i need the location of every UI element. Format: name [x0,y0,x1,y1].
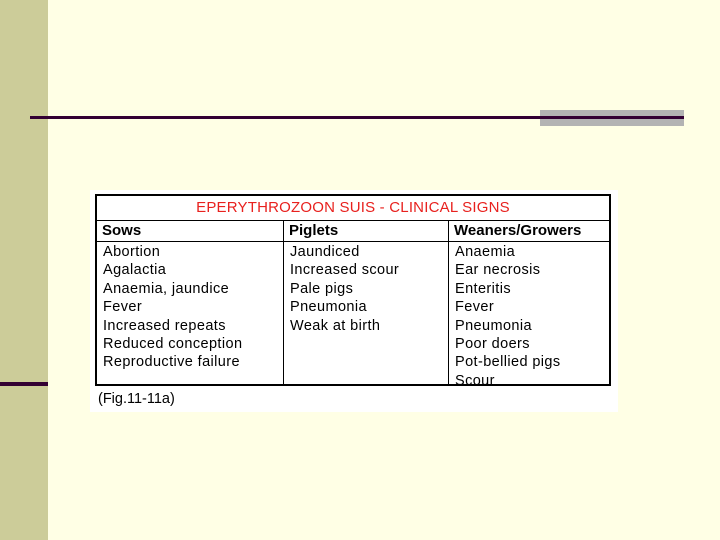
table-title: EPERYTHROZOON SUIS - CLINICAL SIGNS [196,199,510,216]
clinical-signs-figure [90,190,618,412]
left-accent-bar [0,0,48,540]
list-item: Ear necrosis [455,262,541,279]
clinical-signs-table [95,194,611,389]
list-item: Reproductive failure [103,354,240,371]
list-item: Weak at birth [290,317,381,334]
list-item: Agalactia [103,262,167,279]
list-item: Scour [455,372,495,389]
list-item: Poor doers [455,336,530,353]
figure-caption: (Fig.11-11a) [98,391,175,407]
column-weaners-growers [448,220,609,389]
list-item: Jaundiced [290,244,360,260]
list-item: Enteritis [455,280,511,297]
title-rule-extension [540,116,684,119]
list-item: Reduced conception [103,336,243,353]
column-header: Weaners/Growers [449,221,609,242]
list-item: Pneumonia [455,317,532,334]
column-piglets [283,220,448,384]
list-item: Increased scour [290,262,400,279]
column-header: Sows [97,221,283,242]
list-item: Increased repeats [103,317,226,334]
column-items [97,242,283,372]
left-accent-line [0,382,48,386]
list-item: Fever [455,299,495,316]
list-item: Abortion [103,244,161,260]
list-item: Pneumonia [290,299,367,316]
title-rule [30,116,540,119]
list-item: Anaemia [455,244,516,260]
column-sows [97,220,283,384]
list-item: Anaemia, jaundice [103,280,230,297]
list-item: Pale pigs [290,280,354,297]
list-item: Pot-bellied pigs [455,354,561,371]
column-header: Piglets [284,221,448,242]
column-items [449,242,609,390]
column-items [284,242,448,335]
list-item: Fever [103,299,143,316]
